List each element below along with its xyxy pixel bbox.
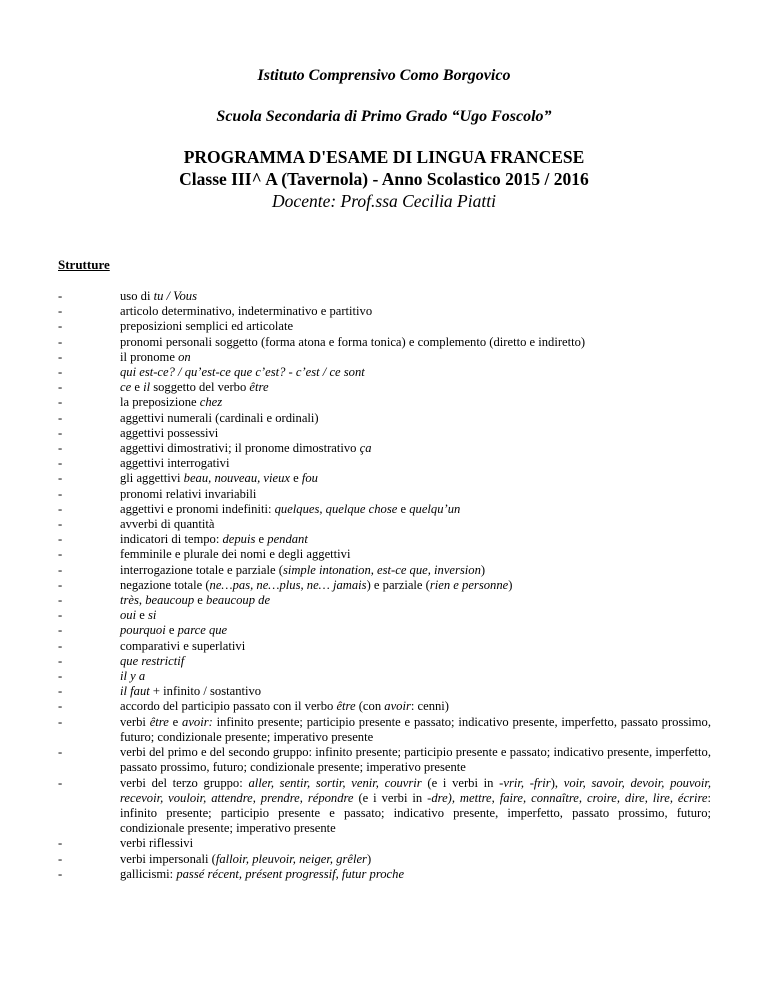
italic-term: aller, sentir, sortir, venir, couvrir bbox=[248, 775, 422, 790]
text-segment: verbi bbox=[120, 714, 150, 729]
list-item-text bbox=[120, 517, 711, 532]
italic-term: rien e personne bbox=[429, 577, 509, 592]
text-segment: ) bbox=[508, 577, 513, 592]
italic-term: beaucoup de bbox=[206, 593, 271, 608]
text-segment: : cenni) bbox=[410, 699, 449, 714]
bullet-dash: - bbox=[58, 547, 63, 562]
italic-term: qui est-ce? / qu’est-ce que c’est? - c’est / ce sont bbox=[120, 365, 365, 380]
italic-term: -dre), mettre, faire, connaître, croire, dire, lire, écrire bbox=[427, 790, 708, 805]
text-segment: comparativi e superlativi bbox=[120, 638, 246, 653]
list-item bbox=[58, 639, 711, 654]
text-segment: articolo determinativo, indeterminativo e partitivo bbox=[120, 304, 373, 319]
school-subtitle: Scuola Secondaria di Primo Grado “Ugo Foscolo” bbox=[216, 108, 552, 125]
text-segment: ) bbox=[366, 851, 372, 866]
list-item-text bbox=[120, 304, 711, 319]
list-item-text bbox=[120, 669, 711, 684]
bullet-dash: - bbox=[58, 425, 63, 440]
italic-term: passé récent, présent progressif, futur proche bbox=[176, 866, 405, 881]
bullet-dash: - bbox=[58, 441, 63, 456]
list-item bbox=[58, 411, 711, 426]
structures-list bbox=[58, 289, 711, 882]
text-segment: e bbox=[289, 471, 302, 486]
italic-term: ce bbox=[120, 380, 132, 395]
list-item-text bbox=[120, 426, 711, 441]
text-segment: il pronome bbox=[120, 349, 179, 364]
text-segment: femminile e plurale dei nomi e degli aggettivi bbox=[120, 547, 351, 562]
list-item bbox=[58, 289, 711, 304]
list-item-text bbox=[120, 335, 711, 350]
bullet-dash: - bbox=[58, 851, 63, 866]
list-item bbox=[58, 395, 711, 410]
list-item-text bbox=[120, 623, 711, 638]
list-item bbox=[58, 776, 711, 837]
list-item bbox=[58, 441, 711, 456]
italic-term: voir, savoir, devoir, pouvoir, recevoir, vouloir, attendre, prendre, répondre bbox=[120, 775, 712, 805]
list-item-text bbox=[120, 715, 711, 745]
italic-term: fou bbox=[301, 471, 318, 486]
list-item bbox=[58, 867, 711, 882]
list-item-text bbox=[120, 441, 711, 456]
italic-term: ça bbox=[359, 441, 372, 456]
list-item bbox=[58, 715, 711, 745]
list-item bbox=[58, 502, 711, 517]
list-item-text bbox=[120, 639, 711, 654]
list-item-text bbox=[120, 319, 711, 334]
list-item-text bbox=[120, 289, 711, 304]
list-item bbox=[58, 623, 711, 638]
list-item bbox=[58, 471, 711, 486]
list-item-text bbox=[120, 365, 711, 380]
list-item-text bbox=[120, 776, 711, 837]
bullet-dash: - bbox=[58, 319, 63, 334]
bullet-dash: - bbox=[58, 699, 63, 714]
bullet-dash: - bbox=[58, 501, 63, 516]
text-segment: avverbi di quantità bbox=[120, 517, 215, 532]
text-segment: verbi del terzo gruppo: bbox=[120, 775, 249, 790]
list-item-text bbox=[120, 563, 711, 578]
list-item-text bbox=[120, 532, 711, 547]
italic-term: pendant bbox=[267, 532, 308, 547]
text-segment: (e i verbi in bbox=[421, 775, 500, 790]
bullet-dash: - bbox=[58, 623, 63, 638]
text-segment: gli aggettivi bbox=[120, 471, 184, 486]
text-segment: e bbox=[136, 608, 148, 623]
list-item bbox=[58, 578, 711, 593]
text-segment: gallicismi: bbox=[120, 866, 177, 881]
bullet-dash: - bbox=[58, 304, 63, 319]
text-segment: accordo del participio passato con il verbo bbox=[120, 699, 337, 714]
bullet-dash: - bbox=[58, 486, 63, 501]
bullet-dash: - bbox=[58, 471, 63, 486]
list-item-text bbox=[120, 471, 711, 486]
text-segment: + infinito / sostantivo bbox=[149, 684, 262, 699]
bullet-dash: - bbox=[58, 395, 63, 410]
italic-term: simple intonation, est-ce que, inversion bbox=[282, 562, 481, 577]
italic-term: être bbox=[149, 714, 169, 729]
list-item-text bbox=[120, 395, 711, 410]
italic-term: on bbox=[178, 349, 191, 364]
list-item-text bbox=[120, 699, 711, 714]
teacher-line: Docente: Prof.ssa Cecilia Piatti bbox=[272, 191, 496, 211]
list-item-text bbox=[120, 350, 711, 365]
italic-term: avoir bbox=[384, 699, 411, 714]
bullet-dash: - bbox=[58, 562, 63, 577]
list-item-text bbox=[120, 456, 711, 471]
bullet-dash: - bbox=[58, 593, 63, 608]
list-item-text bbox=[120, 380, 711, 395]
text-segment: pronomi personali soggetto (forma atona e forma tonica) e complemento (diretto e indiretto) bbox=[120, 334, 586, 349]
text-segment: verbi del primo e del secondo gruppo: infinito presente; participio presente e passato; indicativo presente, imperfetto, passato prossimo, futuro; condizionale presente; imperativo presente bbox=[120, 745, 711, 775]
text-segment: e bbox=[194, 593, 207, 608]
list-item bbox=[58, 593, 711, 608]
list-item-text bbox=[120, 867, 711, 882]
bullet-dash: - bbox=[58, 410, 63, 425]
text-segment: (con bbox=[355, 699, 385, 714]
list-item bbox=[58, 456, 711, 471]
list-item-text bbox=[120, 487, 711, 502]
list-item-text bbox=[120, 852, 711, 867]
italic-term: falloir, pleuvoir, neiger, grêler bbox=[215, 851, 367, 866]
bullet-dash: - bbox=[58, 653, 63, 668]
text-segment: indicatori di tempo: bbox=[120, 532, 223, 547]
list-item bbox=[58, 852, 711, 867]
class-year-line: Classe III^ A (Tavernola) - Anno Scolastico 2015 / 2016 bbox=[179, 169, 589, 189]
text-segment: interrogazione totale e parziale ( bbox=[120, 562, 283, 577]
italic-term: être bbox=[336, 699, 356, 714]
text-segment: verbi impersonali ( bbox=[120, 851, 216, 866]
text-segment: aggettivi dimostrativi; il pronome dimostrativo bbox=[120, 441, 360, 456]
text-segment: (e i verbi in bbox=[353, 790, 428, 805]
list-item bbox=[58, 304, 711, 319]
list-item-text bbox=[120, 836, 711, 851]
list-item bbox=[58, 563, 711, 578]
bullet-dash: - bbox=[58, 577, 63, 592]
list-item bbox=[58, 350, 711, 365]
list-item bbox=[58, 426, 711, 441]
bullet-dash: - bbox=[58, 775, 63, 790]
italic-term: il y a bbox=[120, 669, 146, 684]
section-title: Strutture bbox=[58, 257, 110, 272]
list-item bbox=[58, 699, 711, 714]
italic-term: beau, nouveau, vieux bbox=[183, 471, 290, 486]
italic-term: -vrir, -frir bbox=[499, 775, 551, 790]
text-segment: verbi riflessivi bbox=[120, 836, 194, 851]
list-item bbox=[58, 547, 711, 562]
bullet-dash: - bbox=[58, 349, 63, 364]
text-segment: preposizioni semplici ed articolate bbox=[120, 319, 294, 334]
list-item bbox=[58, 335, 711, 350]
bullet-dash: - bbox=[58, 334, 63, 349]
italic-term: chez bbox=[199, 395, 223, 410]
text-segment: : infinito presente; participio presente e passato; indicativo presente, imperfetto, passato prossimo, futuro; condizionale presente; imperativo presente bbox=[120, 790, 711, 836]
italic-term: depuis bbox=[222, 532, 256, 547]
list-item bbox=[58, 684, 711, 699]
list-item-text bbox=[120, 547, 711, 562]
bullet-dash: - bbox=[58, 517, 63, 532]
italic-term: quelques, quelque chose bbox=[274, 501, 398, 516]
italic-term: oui bbox=[120, 608, 137, 623]
bullet-dash: - bbox=[58, 638, 63, 653]
text-segment: uso di bbox=[120, 289, 154, 303]
list-item-text bbox=[120, 578, 711, 593]
list-item bbox=[58, 745, 711, 775]
list-item bbox=[58, 669, 711, 684]
program-title: PROGRAMMA D'ESAME DI LINGUA FRANCESE bbox=[183, 147, 585, 167]
bullet-dash: - bbox=[58, 714, 63, 729]
bullet-dash: - bbox=[58, 866, 63, 881]
bullet-dash: - bbox=[58, 684, 63, 699]
list-item-text bbox=[120, 608, 711, 623]
italic-term: si bbox=[147, 608, 157, 623]
text-segment: infinito presente; participio presente e passato; indicativo presente, imperfetto, passato prossimo, futuro; condizionale presente; imperativo presente bbox=[120, 714, 711, 744]
italic-term: quelqu’un bbox=[409, 501, 461, 516]
text-segment: e bbox=[255, 532, 268, 547]
italic-term: parce que bbox=[177, 623, 228, 638]
text-segment: e bbox=[165, 623, 178, 638]
list-item-text bbox=[120, 654, 711, 669]
italic-term: il bbox=[143, 380, 151, 395]
bullet-dash: - bbox=[58, 669, 63, 684]
bullet-dash: - bbox=[58, 456, 63, 471]
text-segment: la preposizione bbox=[120, 395, 200, 410]
bullet-dash: - bbox=[58, 836, 63, 851]
text-segment: aggettivi interrogativi bbox=[120, 456, 230, 471]
list-item bbox=[58, 517, 711, 532]
text-segment: ), bbox=[550, 775, 564, 790]
text-segment: aggettivi possessivi bbox=[120, 425, 219, 440]
italic-term: tu / Vous bbox=[153, 289, 197, 303]
list-item bbox=[58, 487, 711, 502]
text-segment: pronomi relativi invariabili bbox=[120, 486, 257, 501]
bullet-dash: - bbox=[58, 380, 63, 395]
list-item bbox=[58, 836, 711, 851]
list-item-text bbox=[120, 411, 711, 426]
list-item-text bbox=[120, 684, 711, 699]
list-item bbox=[58, 319, 711, 334]
bullet-dash: - bbox=[58, 745, 63, 760]
italic-term: que restrictif bbox=[120, 653, 185, 668]
italic-term: il faut bbox=[120, 684, 150, 699]
text-segment: aggettivi e pronomi indefiniti: bbox=[120, 501, 275, 516]
list-item-text bbox=[120, 745, 711, 775]
italic-term: avoir: bbox=[182, 714, 213, 729]
italic-term: pourquoi bbox=[120, 623, 166, 638]
text-segment: , bbox=[138, 593, 146, 608]
italic-term: beaucoup bbox=[145, 593, 195, 608]
list-item bbox=[58, 365, 711, 380]
italic-term: très bbox=[120, 593, 139, 608]
list-item bbox=[58, 608, 711, 623]
list-item bbox=[58, 532, 711, 547]
bullet-dash: - bbox=[58, 608, 63, 623]
italic-term: être bbox=[249, 380, 269, 395]
list-item bbox=[58, 654, 711, 669]
list-item bbox=[58, 380, 711, 395]
italic-term: ne…pas, ne…plus, ne… jamais bbox=[209, 577, 367, 592]
list-item-text bbox=[120, 502, 711, 517]
text-segment: e bbox=[397, 501, 410, 516]
list-item-text bbox=[120, 593, 711, 608]
bullet-dash: - bbox=[58, 532, 63, 547]
text-segment: e bbox=[131, 380, 144, 395]
bullet-dash: - bbox=[58, 365, 63, 380]
text-segment: negazione totale ( bbox=[120, 577, 210, 592]
text-segment: aggettivi numerali (cardinali e ordinali) bbox=[120, 410, 319, 425]
text-segment: ) e parziale ( bbox=[366, 577, 430, 592]
text-segment: e bbox=[168, 714, 183, 729]
text-segment: soggetto del verbo bbox=[150, 380, 250, 395]
text-segment: ) bbox=[480, 562, 486, 577]
bullet-dash: - bbox=[58, 289, 63, 303]
school-name: Istituto Comprensivo Como Borgovico bbox=[257, 67, 511, 84]
